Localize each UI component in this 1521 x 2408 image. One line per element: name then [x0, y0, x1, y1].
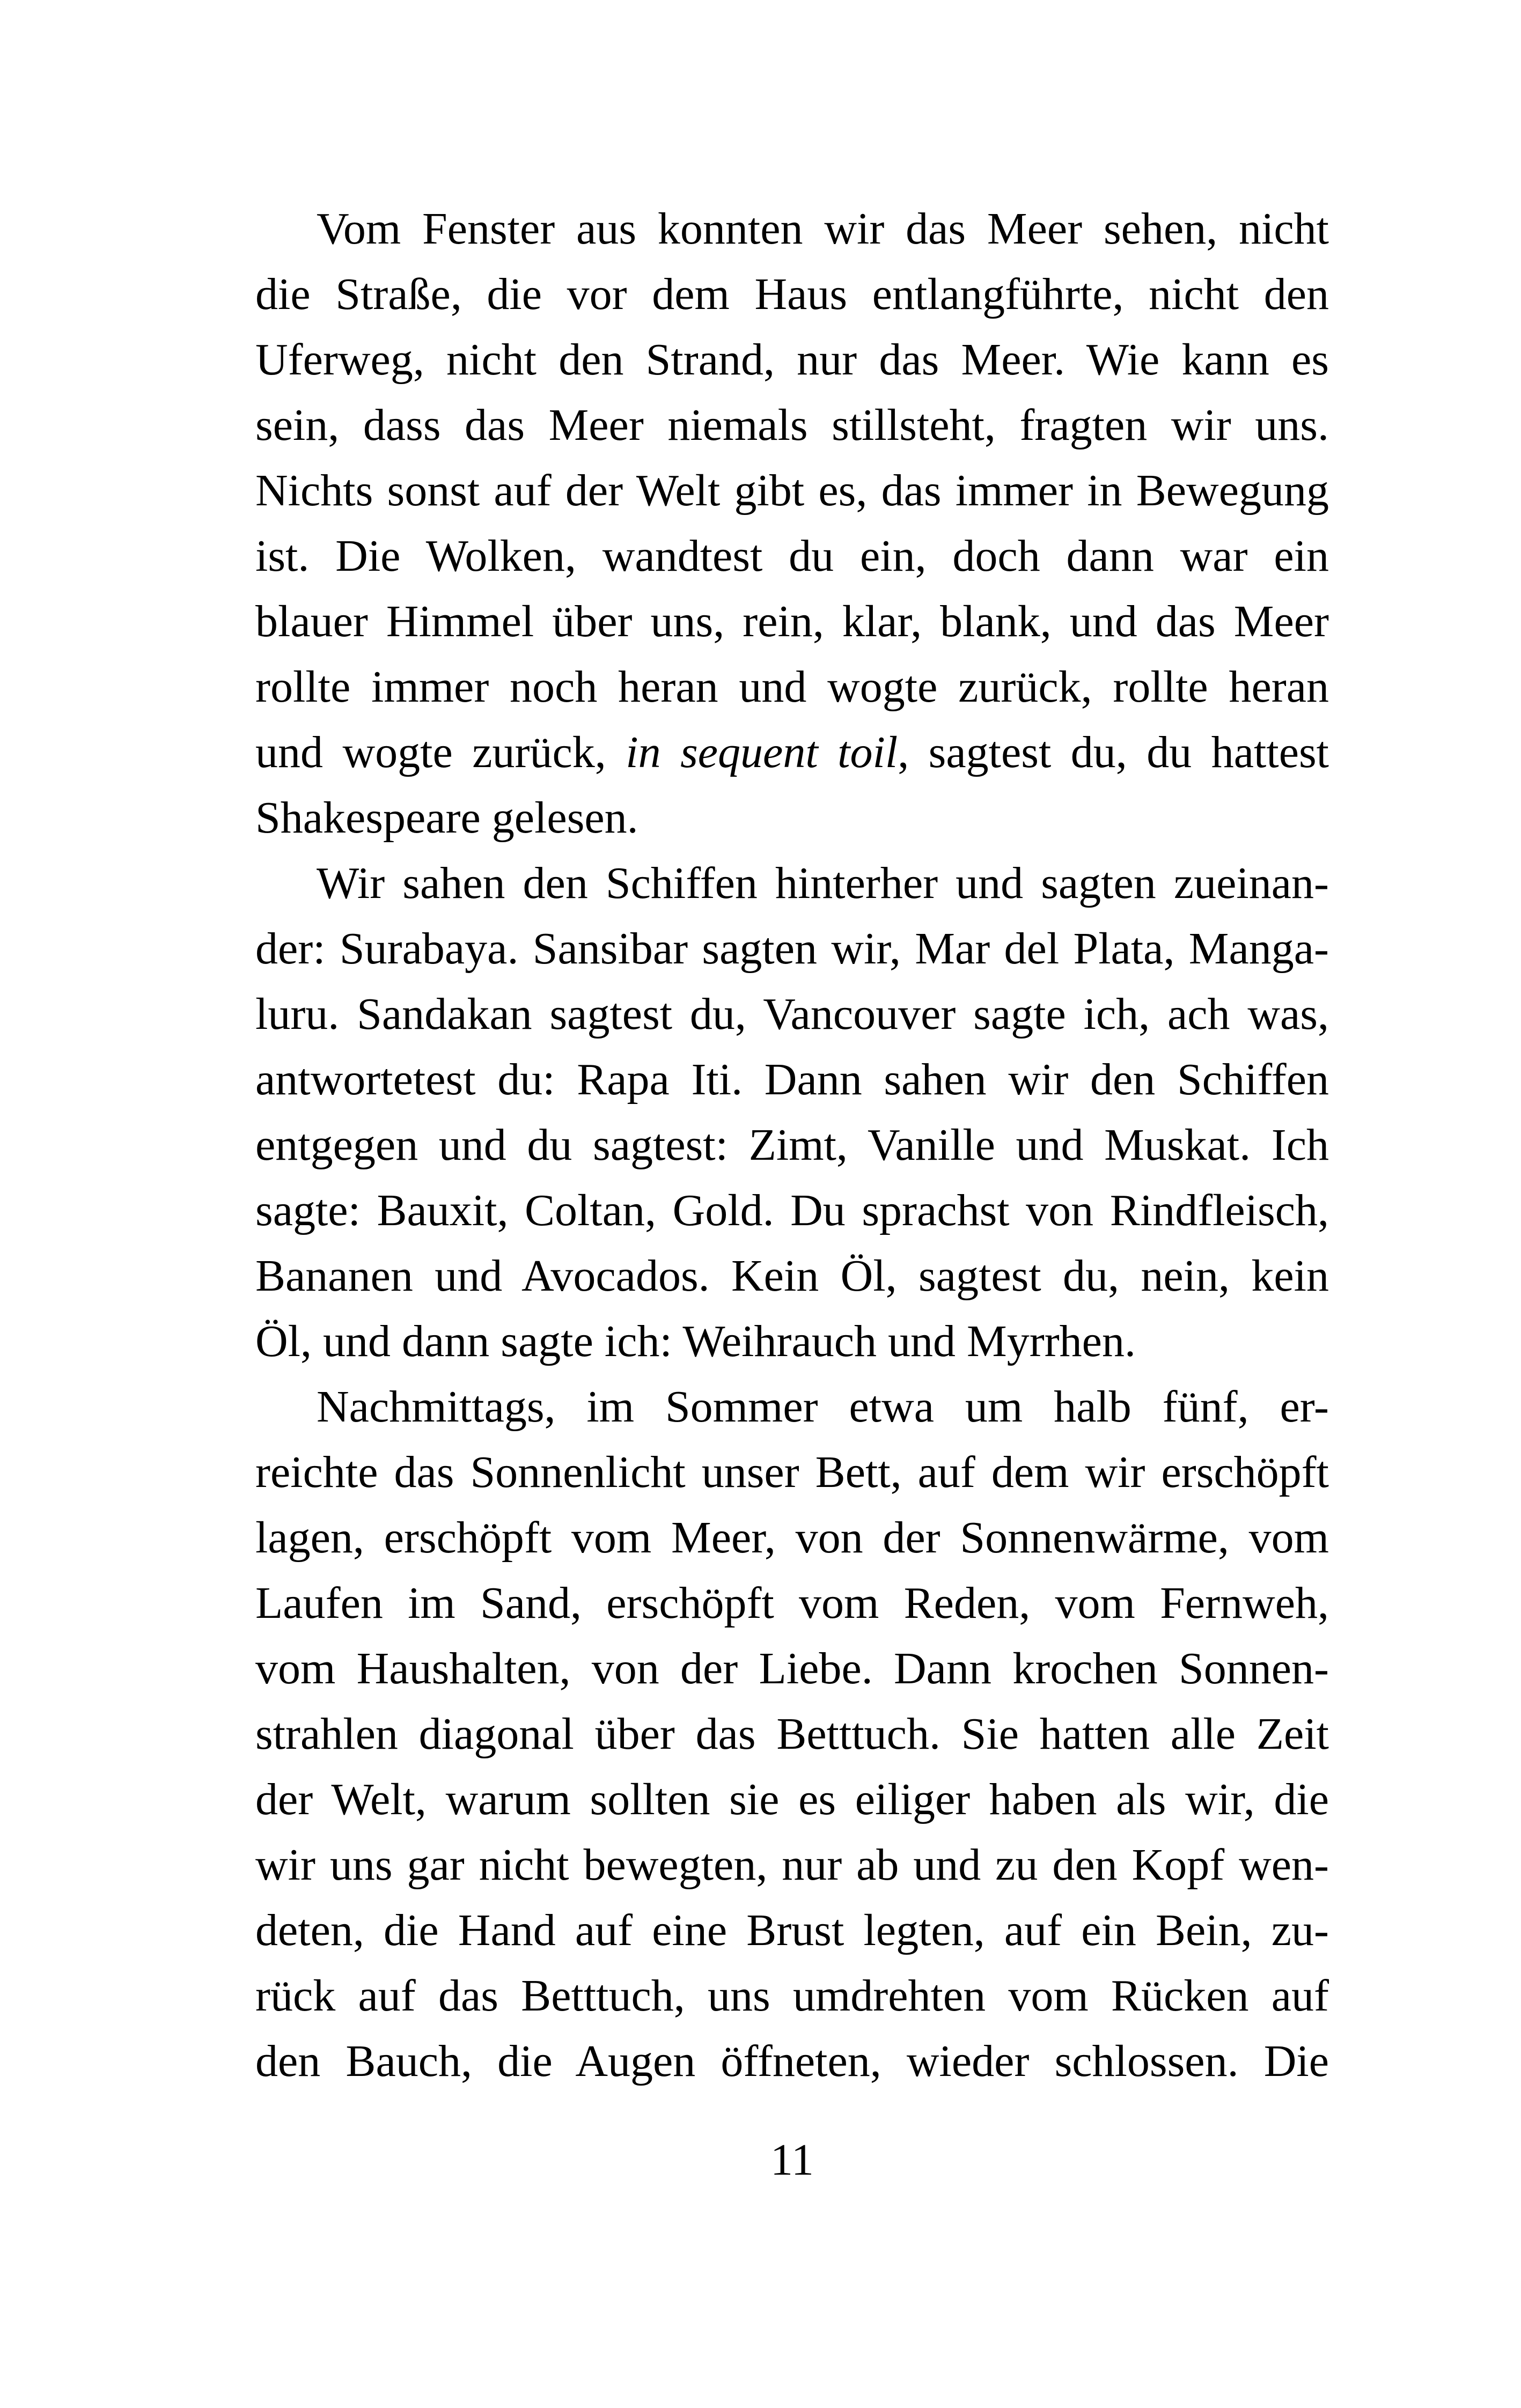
- text-segment: Wir sahen den Schiffen hinterher und sagten zueinan-: [317, 858, 1329, 908]
- text-line: [255, 458, 1329, 524]
- text-line: [255, 1309, 1329, 1374]
- text-segment: Vom Fenster aus konnten wir das Meer sehen, nicht: [317, 204, 1329, 254]
- text-line: [255, 2029, 1329, 2094]
- text-segment: der Welt, warum sollten sie es eiliger haben als wir, die: [255, 1774, 1329, 1824]
- text-segment: Shakespeare gelesen.: [255, 793, 638, 843]
- text-line: [255, 262, 1329, 327]
- text-segment: Laufen im Sand, erschöpft vom Reden, vom Fernweh,: [255, 1578, 1329, 1628]
- text-segment: rück auf das Betttuch, uns umdrehten vom Rücken auf: [255, 1971, 1329, 2021]
- text-line: [255, 327, 1329, 393]
- text-segment: , sagtest du, du hattest: [898, 727, 1329, 777]
- text-segment: strahlen diagonal über das Betttuch. Sie hatten alle Zeit: [255, 1709, 1329, 1759]
- text-segment: lagen, erschöpft vom Meer, von der Sonnenwärme, vom: [255, 1513, 1329, 1563]
- text-segment: der: Surabaya. Sansibar sagten wir, Mar del Plata, Manga-: [255, 924, 1329, 974]
- text-segment: wir uns gar nicht bewegten, nur ab und zu den Kopf wen-: [255, 1840, 1329, 1890]
- text-segment: luru. Sandakan sagtest du, Vancouver sagte ich, ach was,: [255, 989, 1329, 1039]
- text-line: [255, 916, 1329, 982]
- text-segment: den Bauch, die Augen öffneten, wieder schlossen. Die: [255, 2036, 1329, 2086]
- text-segment: sagte: Bauxit, Coltan, Gold. Du sprachst von Rindfleisch,: [255, 1185, 1329, 1235]
- text-line: [255, 1636, 1329, 1702]
- text-segment: die Straße, die vor dem Haus entlangführte, nicht den: [255, 269, 1329, 319]
- text-line: [255, 1898, 1329, 1963]
- text-segment: Öl, und dann sagte ich: Weihrauch und Myrrhen.: [255, 1316, 1136, 1366]
- text-line: [255, 785, 1329, 851]
- text-line: [255, 1047, 1329, 1113]
- text-line: [255, 1571, 1329, 1636]
- text-segment: ist. Die Wolken, wandtest du ein, doch dann war ein: [255, 531, 1329, 581]
- text-line: [255, 589, 1329, 654]
- text-line: [255, 851, 1329, 916]
- text-line: [255, 196, 1329, 262]
- text-segment: entgegen und du sagtest: Zimt, Vanille und Muskat. Ich: [255, 1120, 1329, 1170]
- text-segment: antwortetest du: Rapa Iti. Dann sahen wir den Schiffen: [255, 1055, 1329, 1104]
- text-line: [255, 1178, 1329, 1243]
- text-segment: reichte das Sonnenlicht unser Bett, auf dem wir erschöpft: [255, 1447, 1329, 1497]
- text-line: [255, 524, 1329, 589]
- text-line: [255, 982, 1329, 1047]
- text-line: [255, 1113, 1329, 1178]
- text-line: [255, 1374, 1329, 1440]
- text-line: [255, 1832, 1329, 1898]
- text-segment: sein, dass das Meer niemals stillsteht, fragten wir uns.: [255, 400, 1329, 450]
- text-segment: blauer Himmel über uns, rein, klar, blank, und das Meer: [255, 597, 1329, 646]
- text-line: [255, 1702, 1329, 1767]
- text-line: [255, 1440, 1329, 1505]
- text-segment: Bananen und Avocados. Kein Öl, sagtest du, nein, kein: [255, 1251, 1329, 1301]
- text-line: [255, 393, 1329, 458]
- body-text: [255, 196, 1329, 2094]
- text-line: [255, 654, 1329, 720]
- text-line: [255, 1243, 1329, 1309]
- page-number: 11: [770, 2135, 814, 2185]
- text-segment: rollte immer noch heran und wogte zurück, rollte heran: [255, 662, 1329, 712]
- text-segment: Nichts sonst auf der Welt gibt es, das immer in Bewegung: [255, 466, 1329, 516]
- text-segment: Uferweg, nicht den Strand, nur das Meer. Wie kann es: [255, 335, 1329, 385]
- italic-phrase: in sequent toil: [626, 727, 898, 777]
- text-line: [255, 720, 1329, 785]
- text-segment: deten, die Hand auf eine Brust legten, auf ein Bein, zu-: [255, 1905, 1329, 1955]
- text-segment: Nachmittags, im Sommer etwa um halb fünf, er-: [317, 1382, 1329, 1432]
- text-segment: und wogte zurück,: [255, 727, 626, 777]
- text-line: [255, 1963, 1329, 2029]
- text-line: [255, 1767, 1329, 1832]
- text-line: [255, 1505, 1329, 1571]
- text-segment: vom Haushalten, von der Liebe. Dann krochen Sonnen-: [255, 1644, 1329, 1693]
